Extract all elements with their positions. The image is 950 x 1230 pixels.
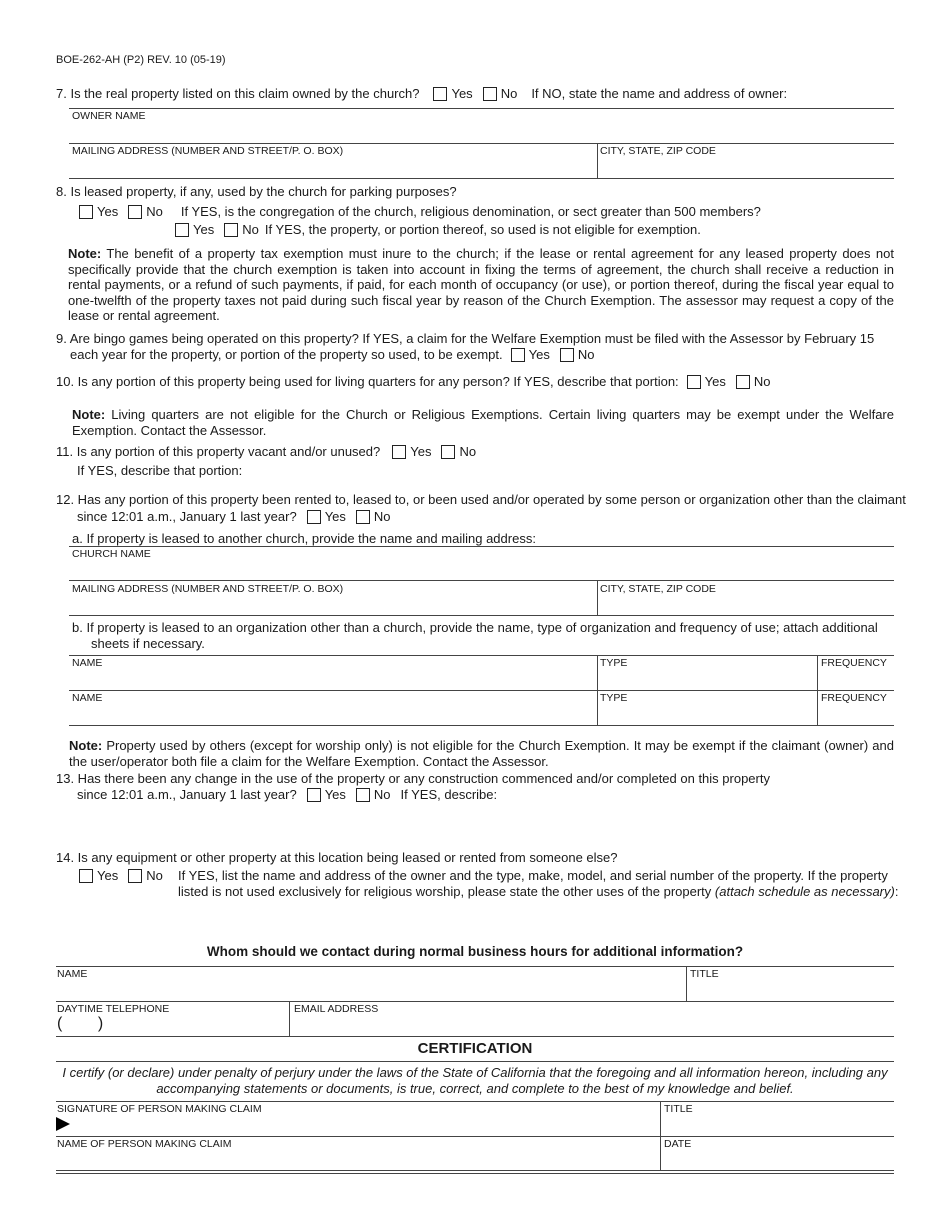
contact-title-field[interactable] (690, 983, 890, 1000)
claimant-name-field[interactable] (57, 1152, 655, 1169)
date-field[interactable] (664, 1152, 890, 1169)
org1-type-field[interactable] (600, 672, 812, 689)
certification-line2: accompanying statements or documents, is true, correct, and complete to the best of my knowledge and belief. (156, 1081, 794, 1096)
email-label: EMAIL ADDRESS (294, 1003, 379, 1015)
divider (686, 966, 687, 1001)
contact-title-label: TITLE (690, 968, 719, 980)
q7-city-state-zip-label: CITY, STATE, ZIP CODE (600, 145, 716, 157)
q14-desc2-italic: (attach schedule as necessary) (714, 884, 895, 899)
q7-mailing-address-label: MAILING ADDRESS (NUMBER AND STREET/P. O. BOX) (72, 145, 344, 157)
q11-row (56, 444, 486, 459)
org1-type-label: TYPE (600, 657, 628, 669)
divider (69, 580, 894, 581)
checkbox-icon[interactable] (356, 788, 370, 802)
divider (56, 1173, 894, 1174)
q11-no[interactable]: No (441, 444, 476, 459)
checkbox-icon[interactable] (128, 869, 142, 883)
q8-note-text: The benefit of a property tax exemption must inure to the church; if the lease or rental agreement for any leased property does not specifically provide that the church exemption is taken into account in fixing the terms of agreement, the church shall receive a reduction in rental payments, or a refund of such payments, if paid, for each month of occupancy (or use), or portion thereof, during the fiscal year equal to one-twelfth of the property taxes not paid during such fiscal year by reason of the Church Exemption. The assessor may request a copy of the lease or rental agreement. (68, 246, 894, 324)
org1-frequency-field[interactable] (821, 672, 891, 689)
divider (56, 966, 894, 967)
email-field[interactable] (294, 1017, 890, 1034)
q7-yes[interactable]: Yes (433, 86, 472, 101)
divider (69, 615, 894, 616)
checkbox-icon[interactable] (560, 348, 574, 362)
q13-line1: 13. Has there been any change in the use of the property or any construction commenced and/or completed on this property (56, 771, 770, 786)
q8-no[interactable]: No (128, 204, 163, 219)
checkbox-icon[interactable] (736, 375, 750, 389)
checkbox-icon[interactable] (224, 223, 238, 237)
divider (69, 655, 894, 656)
q12-note (69, 738, 894, 769)
divider (69, 178, 894, 179)
divider (69, 546, 894, 547)
checkbox-icon[interactable] (307, 788, 321, 802)
checkbox-icon[interactable] (356, 510, 370, 524)
q8-row1 (79, 204, 761, 219)
q10-question: 10. Is any portion of this property being used for living quarters for any person? If YES, describe that portion: (56, 374, 679, 389)
q14-no[interactable]: No (128, 868, 163, 883)
q12-row2 (77, 509, 401, 524)
divider (69, 725, 894, 726)
q12-city-state-zip-label: CITY, STATE, ZIP CODE (600, 583, 716, 595)
q14-desc2: listed is not used exclusively for religious worship, please state the other uses of the property (178, 884, 712, 899)
certification-heading: CERTIFICATION (417, 1040, 533, 1057)
divider (56, 1001, 894, 1002)
q14-desc1: If YES, list the name and address of the owner and the type, make, model, and serial number of the property. If the property (178, 868, 888, 883)
note-label: Note: (68, 246, 102, 261)
q7-no[interactable]: No (483, 86, 518, 101)
org1-name-label: NAME (72, 657, 103, 669)
q7-question: 7. Is the real property listed on this claim owned by the church? (56, 86, 420, 101)
org2-name-field[interactable] (72, 707, 592, 724)
q13-row2 (77, 787, 497, 802)
q7-after: If NO, state the name and address of owner: (531, 86, 788, 101)
q14-yes[interactable]: Yes (79, 868, 118, 883)
q9-no[interactable]: No (560, 347, 595, 362)
signature-label: SIGNATURE OF PERSON MAKING CLAIM (57, 1103, 262, 1115)
checkbox-icon[interactable] (687, 375, 701, 389)
note-label: Note: (69, 738, 103, 753)
q9-yes[interactable]: Yes (511, 347, 550, 362)
checkbox-icon[interactable] (483, 87, 497, 101)
divider (56, 1036, 894, 1037)
q12-city-state-zip-field[interactable] (600, 597, 890, 614)
q8-row2 (175, 222, 701, 237)
date-label: DATE (664, 1138, 692, 1150)
daytime-telephone-field[interactable] (110, 1017, 285, 1034)
divider (56, 1170, 894, 1171)
q9-line1: 9. Are bingo games being operated on this property? If YES, a claim for the Welfare Exemption must be filed with the Assessor by February 15 (56, 331, 875, 346)
q12b-line1: b. If property is leased to an organization other than a church, provide the name, type of organization and frequency of use; attach additional (72, 620, 878, 635)
q13-no[interactable]: No (356, 787, 391, 802)
q8-members-no[interactable]: No (224, 222, 259, 237)
owner-name-field[interactable] (72, 125, 892, 142)
q8-sub1: If YES, is the congregation of the church, religious denomination, or sect greater than 500 members? (180, 204, 761, 219)
contact-name-label: NAME (57, 968, 88, 980)
q12-mailing-address-field[interactable] (72, 597, 592, 614)
note-label: Note: (72, 407, 106, 422)
org2-name-label: NAME (72, 692, 103, 704)
checkbox-icon[interactable] (511, 348, 525, 362)
q10-row (56, 374, 781, 389)
q11-question: 11. Is any portion of this property vacant and/or unused? (56, 444, 381, 459)
divider (56, 1101, 894, 1102)
q8-note (68, 246, 894, 324)
q12-note-text: Property used by others (except for worship only) is not eligible for the Church Exemption. It may be exempt if the claimant (owner) and the user/operator both file a claim for the Welfare Exemption. Contact the Assessor. (69, 738, 894, 769)
cert-title-field[interactable] (664, 1118, 890, 1135)
church-name-field[interactable] (72, 562, 892, 579)
q8-members-yes[interactable]: Yes (175, 222, 214, 237)
divider (69, 108, 894, 109)
q12b-line2: sheets if necessary. (91, 636, 205, 651)
checkbox-icon[interactable] (79, 869, 93, 883)
form-id: BOE-262-AH (P2) REV. 10 (05-19) (56, 54, 226, 66)
divider (56, 1136, 894, 1137)
q8-yes[interactable]: Yes (79, 204, 118, 219)
q14-desc2-end: : (894, 884, 899, 899)
q14-line1: 14. Is any equipment or other property at this location being leased or rented from someone else? (56, 850, 618, 865)
q13-yes[interactable]: Yes (307, 787, 346, 802)
certification-line1: I certify (or declare) under penalty of perjury under the laws of the State of California that the foregoing and all information hereon, including any (62, 1065, 888, 1080)
q11-yes[interactable]: Yes (392, 444, 431, 459)
divider (289, 1001, 290, 1036)
q12a-text: a. If property is leased to another church, provide the name and mailing address: (72, 531, 536, 546)
q12-yes[interactable]: Yes (307, 509, 346, 524)
checkbox-icon[interactable] (79, 205, 93, 219)
q8-sub2: If YES, the property, or portion thereof, so used is not eligible for exemption. (264, 222, 701, 237)
org1-name-field[interactable] (72, 672, 592, 689)
owner-name-label: OWNER NAME (72, 110, 146, 122)
q8-question: 8. Is leased property, if any, used by the church for parking purposes? (56, 184, 457, 199)
org2-type-field[interactable] (600, 707, 812, 724)
church-name-label: CHURCH NAME (72, 548, 151, 560)
q9-line2: each year for the property, or portion of the property so used, to be exempt. (70, 347, 503, 362)
daytime-telephone-label: DAYTIME TELEPHONE (57, 1003, 170, 1015)
q14-checkboxes (79, 868, 173, 883)
checkbox-icon[interactable] (441, 445, 455, 459)
q12-mailing-address-label: MAILING ADDRESS (NUMBER AND STREET/P. O. BOX) (72, 583, 344, 595)
divider (69, 143, 894, 144)
checkbox-icon[interactable] (175, 223, 189, 237)
checkbox-icon[interactable] (307, 510, 321, 524)
q14-desc2-row (178, 884, 898, 899)
checkbox-icon[interactable] (433, 87, 447, 101)
q10-no[interactable]: No (736, 374, 771, 389)
q13-line2: since 12:01 a.m., January 1 last year? (77, 787, 297, 802)
arrow-right-icon (56, 1117, 70, 1131)
q13-after: If YES, describe: (400, 787, 498, 802)
divider (56, 1061, 894, 1062)
org2-frequency-field[interactable] (821, 707, 891, 724)
divider (597, 580, 598, 615)
q7-row (56, 86, 787, 101)
org2-type-label: TYPE (600, 692, 628, 704)
q9-row2 (70, 347, 604, 362)
phone-parens: ( ) (57, 1015, 104, 1032)
q12-no[interactable]: No (356, 509, 391, 524)
q12-line2: since 12:01 a.m., January 1 last year? (77, 509, 297, 524)
contact-heading: Whom should we contact during normal business hours for additional information? (206, 944, 744, 959)
q10-note-text: Living quarters are not eligible for the Church or Religious Exemptions. Certain living quarters may be exempt under the Welfare Exemption. Contact the Assessor. (72, 407, 894, 438)
checkbox-icon[interactable] (128, 205, 142, 219)
contact-name-field[interactable] (57, 983, 682, 1000)
q11-sub: If YES, describe that portion: (77, 463, 243, 478)
signature-field[interactable] (75, 1117, 655, 1134)
q7-city-state-zip-field[interactable] (600, 160, 890, 177)
q10-note (72, 407, 894, 438)
divider (69, 690, 894, 691)
cert-title-label: TITLE (664, 1103, 693, 1115)
org2-frequency-label: FREQUENCY (821, 692, 887, 704)
checkbox-icon[interactable] (392, 445, 406, 459)
divider (597, 143, 598, 178)
q12-line1: 12. Has any portion of this property been rented to, leased to, or been used and/or operated by some person or organization other than the claimant (56, 492, 906, 507)
claimant-name-label: NAME OF PERSON MAKING CLAIM (57, 1138, 232, 1150)
org1-frequency-label: FREQUENCY (821, 657, 887, 669)
q10-yes[interactable]: Yes (687, 374, 726, 389)
q7-mailing-address-field[interactable] (72, 160, 592, 177)
